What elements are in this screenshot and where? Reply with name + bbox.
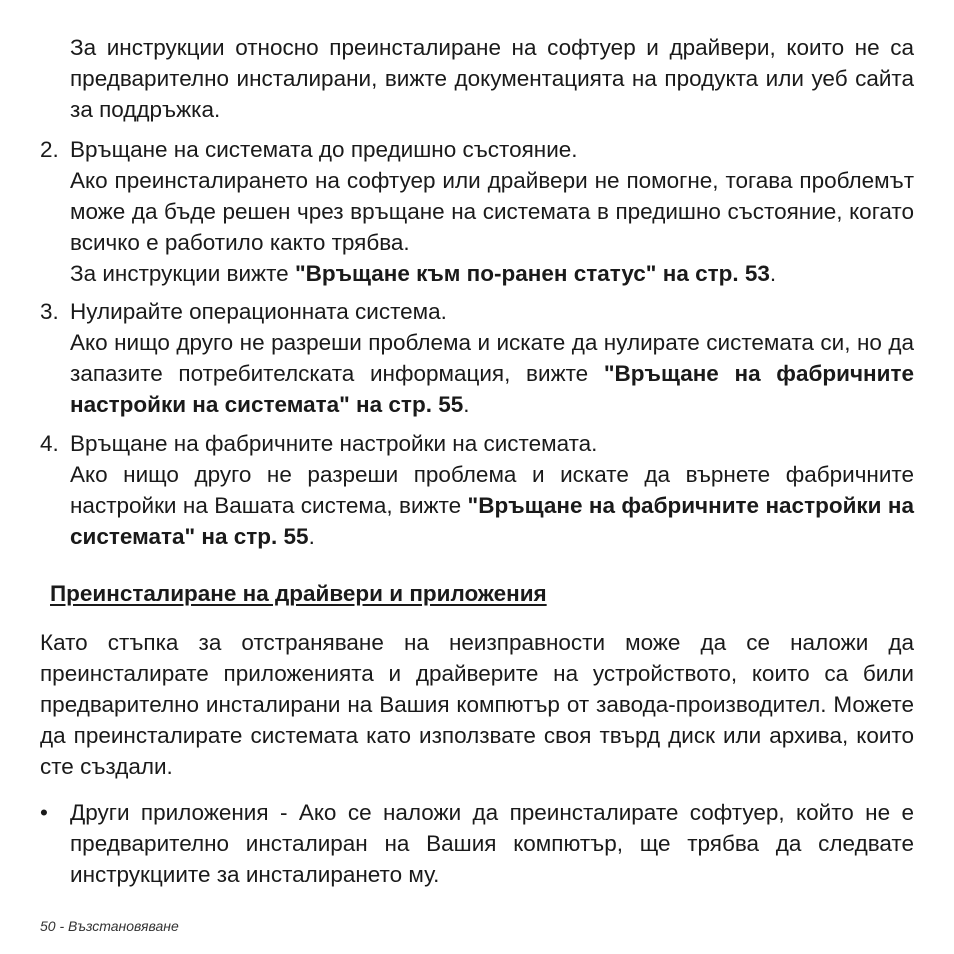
step-3-number: 3. <box>40 299 59 324</box>
step-3-ref-link[interactable]: "Връщане на фабричните настройки на системата" на стр. 55 <box>70 361 914 417</box>
intro-paragraph: За инструкции относно преинсталиране на софтуер и драйвери, които не са предварително инсталирани, вижте документацията на продукта или уеб сайта за поддръжка. <box>70 35 914 122</box>
step-2-ref-link[interactable]: "Връщане към по-ранен статус" на стр. 53 <box>294 261 770 286</box>
step-2-ref-prefix: За инструкции вижте <box>70 261 295 286</box>
step-2-title-text: Връщане на системата до предишно състояние. <box>70 137 578 162</box>
step-2-ref-suffix: . <box>769 261 777 286</box>
step-2-body: Ако преинсталирането на софтуер или драйвери не помогне, тогава проблемът може да бъде решен чрез връщане на системата в предишно състояние, когато всичко е работило както трябва. <box>70 168 914 255</box>
section-paragraph: Като стъпка за отстраняване на неизправности може да се наложи да преинсталирате приложенията и драйверите на устройството, които са били предварително инсталирани на Вашия компютър от завода-производител. Можете да преинсталирате системата като използвате своя твърд диск или архива, които сте създали. <box>40 630 914 779</box>
step-4-title-text: Връщане на фабричните настройки на системата. <box>70 431 598 456</box>
step-3-title-text: Нулирайте операционната система. <box>70 299 447 324</box>
step-4-body-text: Ако нищо друго не разреши проблема и искате да върнете фабричните настройки на Вашата система, вижте <box>70 462 914 518</box>
step-2-reference <box>70 258 914 289</box>
step-2-title <box>40 134 914 165</box>
step-2-number: 2. <box>40 137 59 162</box>
step-3-ref-suffix: . <box>463 392 470 417</box>
bullet-symbol: • <box>40 800 48 825</box>
bullet-item: Други приложения - Ако се наложи да преинсталирате софтуер, който не е предварително инсталиран на Вашия компютър, ще трябва да следвате инструкциите за инсталирането му. <box>70 800 914 887</box>
step-4-number: 4. <box>40 431 59 456</box>
step-3-title <box>40 296 914 327</box>
step-3-body-text: Ако нищо друго не разреши проблема и искате да нулирате системата си, но да запазите потребителската информация, вижте <box>70 330 914 386</box>
step-4-title <box>40 428 914 459</box>
step-4-ref-link[interactable]: "Връщане на фабричните настройки на системата" на стр. 55 <box>70 493 914 549</box>
step-4-body <box>70 459 914 552</box>
step-4-ref-suffix: . <box>308 524 315 549</box>
step-3-body <box>70 327 914 420</box>
page-footer: 50 - Възстановяване <box>40 918 179 934</box>
section-heading: Преинсталиране на драйвери и приложения <box>50 581 547 606</box>
